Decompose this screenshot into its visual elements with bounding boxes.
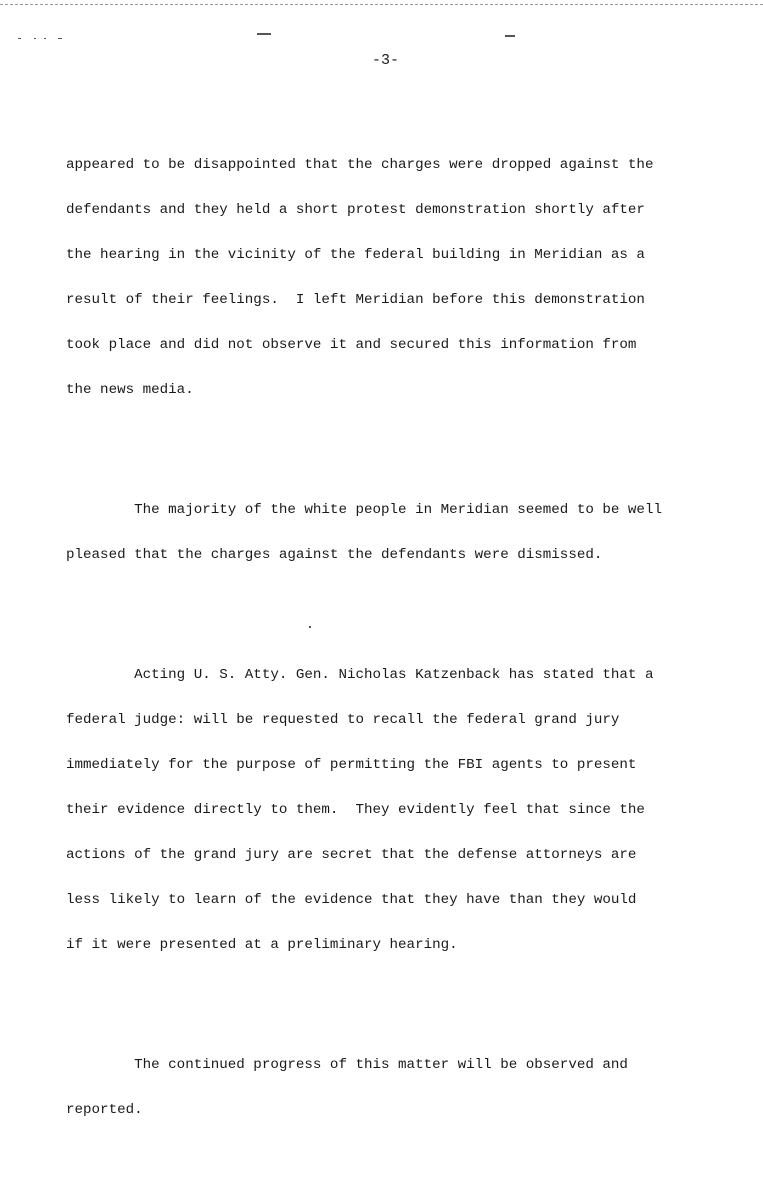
paragraph [66,638,706,983]
paragraph [66,1028,706,1148]
text-line: less likely to learn of the evidence that they have than they would [66,892,637,908]
text-line: took place and did not observe it and secured this information from [66,337,637,353]
document-body [66,98,706,1193]
scan-mark [505,35,515,37]
paragraph [66,128,706,428]
text-line: appeared to be disappointed that the charges were dropped against the [66,157,654,173]
text-line: if it were presented at a preliminary hearing. [66,937,458,953]
text-line: defendants and they held a short protest demonstration shortly after [66,202,645,218]
text-line: Acting U. S. Atty. Gen. Nicholas Katzenback has stated that a [66,667,654,683]
scan-mark [58,38,62,39]
text-line: The majority of the white people in Meridian seemed to be well [66,502,662,518]
text-line: immediately for the purpose of permitting the FBI agents to present [66,757,637,773]
text-line: reported. [66,1102,143,1118]
scan-mark [44,38,46,39]
page-number: -3- [372,52,400,69]
text-line: actions of the grand jury are secret that the defense attorneys are [66,847,637,863]
text-line: pleased that the charges against the defendants were dismissed. [66,547,603,563]
text-line: the news media. [66,382,194,398]
text-line: their evidence directly to them. They evidently feel that since the [66,802,645,818]
paragraph [66,473,706,593]
text-line: the hearing in the vicinity of the federal building in Meridian as a [66,247,645,263]
scan-mark [257,33,271,35]
scan-mark [18,38,21,39]
text-line: result of their feelings. I left Meridian before this demonstration [66,292,645,308]
page-top-edge [0,4,763,5]
scan-mark [34,38,36,39]
text-line: federal judge: will be requested to recall the federal grand jury [66,712,620,728]
text-line: The continued progress of this matter will be observed and [66,1057,628,1073]
